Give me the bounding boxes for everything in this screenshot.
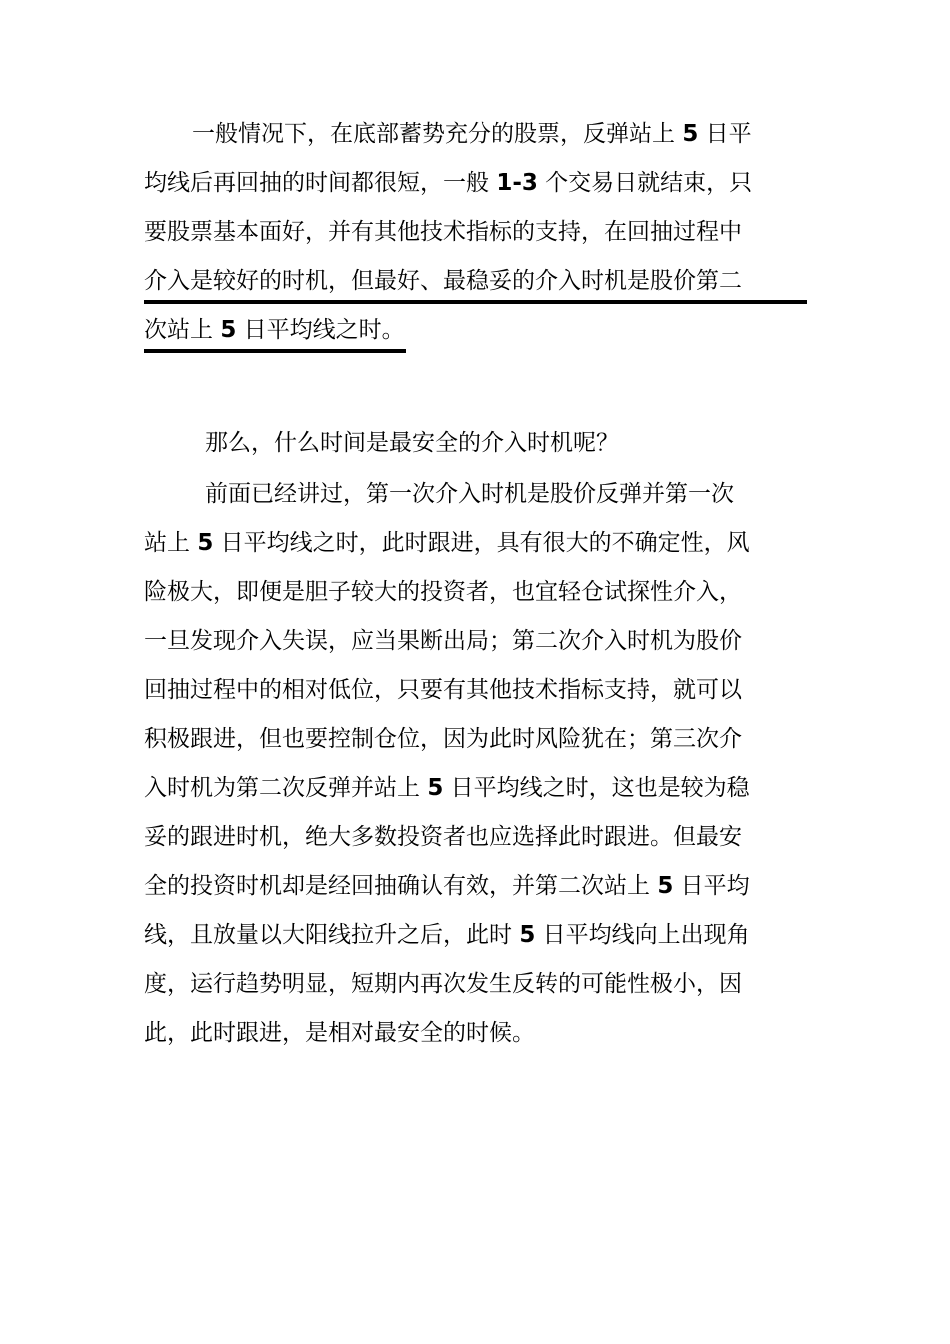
question-heading: 那么，什么时间是最安全的介入时机呢？	[205, 430, 619, 456]
paragraph-2-line-10: 线，且放量以大阳线拉升之后，此时 5 日平均线向上出现角	[144, 922, 750, 948]
paragraph-2-line-1: 前面已经讲过，第一次介入时机是股价反弹并第一次	[205, 481, 734, 507]
paragraph-1-line-5: 次站上 5 日平均线之时。	[144, 317, 405, 343]
paragraph-1-line-4: 介入是较好的时机，但最好、最稳妥的介入时机是股价第二	[144, 268, 742, 294]
paragraph-2-line-8: 妥的跟进时机，绝大多数投资者也应选择此时跟进。但最安	[144, 824, 742, 850]
paragraph-1-line-2: 均线后再回抽的时间都很短，一般 1-3 个交易日就结束，只	[144, 170, 753, 196]
paragraph-1-line-3: 要股票基本面好，并有其他技术指标的支持，在回抽过程中	[144, 219, 742, 245]
paragraph-2-line-2: 站上 5 日平均线之时，此时跟进，具有很大的不确定性，风	[144, 530, 750, 556]
paragraph-2-line-3: 险极大，即便是胆子较大的投资者，也宜轻仓试探性介入，	[144, 579, 742, 605]
paragraph-2-line-4: 一旦发现介入失误，应当果断出局；第二次介入时机为股价	[144, 628, 742, 654]
paragraph-1-line-1: 一般情况下，在底部蓄势充分的股票，反弹站上 5 日平	[192, 121, 752, 147]
underline-rule	[144, 300, 807, 304]
paragraph-2-line-5: 回抽过程中的相对低位，只要有其他技术指标支持，就可以	[144, 677, 742, 703]
underline-rule	[144, 349, 406, 353]
paragraph-2-line-11: 度，运行趋势明显，短期内再次发生反转的可能性极小，因	[144, 971, 742, 997]
paragraph-2-line-12: 此，此时跟进，是相对最安全的时候。	[144, 1020, 535, 1046]
paragraph-2-line-6: 积极跟进，但也要控制仓位，因为此时风险犹在；第三次介	[144, 726, 742, 752]
paragraph-2-line-9: 全的投资时机却是经回抽确认有效，并第二次站上 5 日平均	[144, 873, 750, 899]
paragraph-2-line-7: 入时机为第二次反弹并站上 5 日平均线之时，这也是较为稳	[144, 775, 750, 801]
